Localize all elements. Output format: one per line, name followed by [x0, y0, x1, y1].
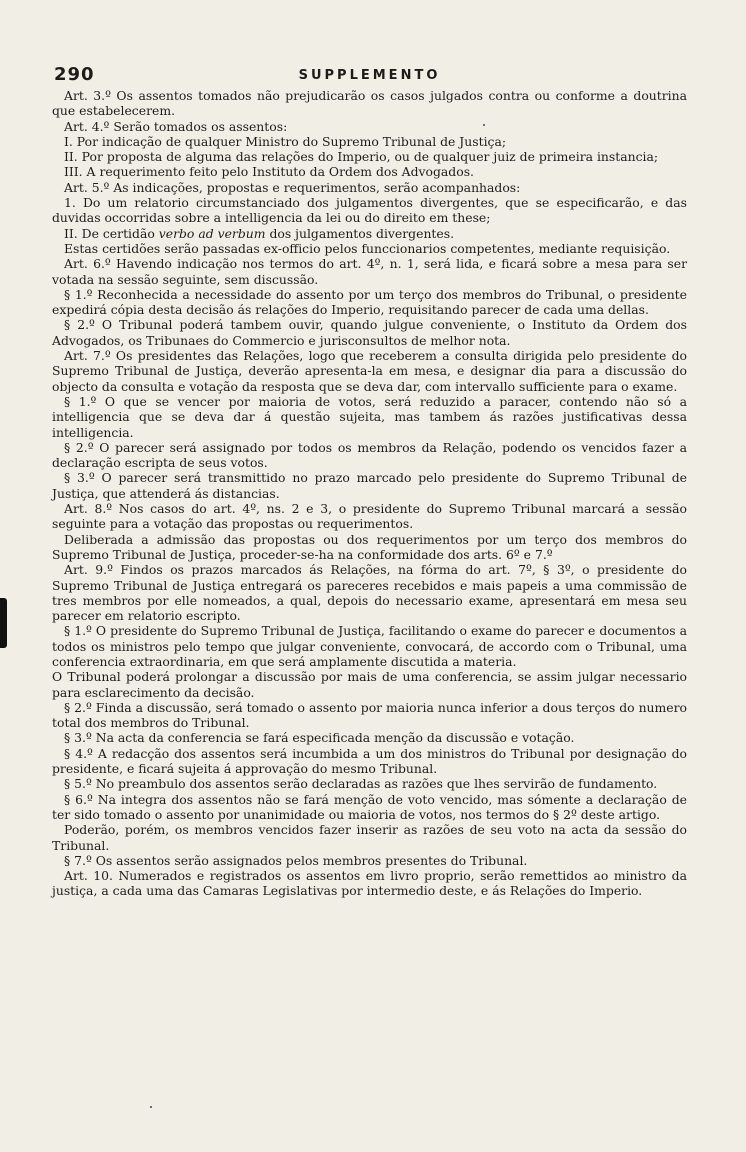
paragraph-art4-i: I. Por indicação de qualquer Ministro do Supremo Tribunal de Justiça;	[64, 133, 507, 149]
paragraph-art7-s2: § 2.º O parecer será assignado por todos os membros da Relação, podendo os vencidos fazer a declaração escripta de seus votos.	[52, 439, 687, 471]
paragraph-art4: Art. 4.º Serão tomados os assentos:	[64, 118, 288, 134]
running-title: SUPPLEMENTO	[298, 68, 441, 83]
page	[52, 64, 687, 899]
paragraph-art9-s7: § 7.º Os assentos serão assignados pelos membros presentes do Tribunal.	[64, 852, 528, 868]
latin-phrase: verbo ad verbum	[158, 225, 266, 241]
paragraph-art9-s4: § 4.º A redacção dos assentos será incumbida a um dos ministros do Tribunal por designação do presidente, e ficará sujeita á approvação do mesmo Tribunal.	[52, 745, 687, 777]
paragraph-art5-certidoes: Estas certidões serão passadas ex-officio pelos funccionarios competentes, mediante requisição.	[64, 240, 671, 256]
paragraph-art9-s1: § 1.º O presidente do Supremo Tribunal de Justiça, facilitando o exame do parecer e documentos a todos os ministros pelo tempo que julgar conveniente, convocará, de accordo com o Tribunal, uma conferencia extraordinaria, em que será amplamente discutida a materia.	[52, 623, 687, 669]
page-number: 290	[54, 64, 95, 85]
page-edge-mark	[0, 598, 7, 648]
paragraph-art9-prolongar: O Tribunal poderá prolongar a discussão por mais de uma conferencia, se assim julgar necessario para esclarecimento da decisão.	[52, 669, 687, 700]
paragraph-art9-s5: § 5.º No preambulo dos assentos serão declaradas as razões que lhes servirão de fundamento.	[64, 776, 658, 792]
paragraph-art9-s3: § 3.º Na acta da conferencia se fará especificada menção da discussão e votação.	[64, 730, 575, 746]
paragraph-art5-ii: II. De certidão verbo ad verbum dos julgamentos divergentes.	[64, 225, 455, 241]
paragraph-art10: Art. 10. Numerados e registrados os assentos em livro proprio, serão remettidos ao ministro da justiça, a cada uma das Camaras Legislativas por intermedio deste, e ás Relações do Imperio.	[52, 868, 687, 899]
page-header	[52, 64, 687, 86]
paragraph-art9-s2: § 2.º Finda a discussão, será tomado o assento por maioria nunca inferior a dous terços do numero total dos membros do Tribunal.	[52, 699, 687, 731]
paragraph-art7-s1: § 1.º O que se vencer por maioria de votos, será reduzido a paracer, contendo não só a intelligencia que se deva dar á questão sujeita, mas tambem ás razões justificativas dessa intelligencia.	[52, 393, 687, 440]
paragraph-art6-s2: § 2.º O Tribunal poderá tambem ouvir, quando julgue conveniente, o Instituto da Ordem dos Advogados, os Tribunaes do Commercio e jurisconsultos de melhor nota.	[52, 317, 687, 348]
paragraph-art5-1: 1. Do um relatorio circumstanciado dos julgamentos divergentes, que se especificarão, e das duvidas occorridas sobre a intelligencia da lei ou do direito em these;	[52, 195, 687, 226]
paragraph-art3: Art. 3.º Os assentos tomados não prejudicarão os casos julgados contra ou conforme a doutrina que estabelecerem.	[52, 88, 687, 119]
body-text	[52, 88, 687, 899]
paragraph-art8-deliberada: Deliberada a admissão das propostas ou dos requerimentos por um terço dos membros do Supremo Tribunal de Justiça, proceder-se-ha na conformidade dos arts. 6º e 7.º	[52, 531, 687, 562]
paragraph-art9: Art. 9.º Findos os prazos marcados ás Relações, na fórma do art. 7º, § 3º, o presidente do Supremo Tribunal de Justiça entregará os pareceres recebidos e mais papeis a uma commissão de tres membros por elle nomeados, a qual, depois do necessario exame, apresentará em mesa seu parecer em relatorio escripto.	[52, 562, 687, 624]
paragraph-art4-ii: II. Por proposta de alguma das relações do Imperio, ou de qualquer juiz de primeira instancia;	[64, 149, 659, 165]
paragraph-art5: Art. 5.º As indicações, propostas e requerimentos, serão acompanhados:	[64, 179, 521, 195]
paragraph-art7-s3: § 3.º O parecer será transmittido no prazo marcado pelo presidente do Supremo Tribunal de Justiça, que attenderá ás distancias.	[52, 470, 687, 501]
paragraph-art9-poderao: Poderão, porém, os membros vencidos fazer inserir as razões de seu voto na acta da sessão do Tribunal.	[52, 822, 687, 853]
speck	[150, 1106, 152, 1108]
paragraph-art8: Art. 8.º Nos casos do art. 4º, ns. 2 e 3, o presidente do Supremo Tribunal marcará a sessão seguinte para a votação das propostas ou requerimentos.	[52, 501, 687, 532]
paragraph-art9-s6: § 6.º Na integra dos assentos não se fará menção de voto vencido, mas sómente a declaração de ter sido tomado o assento por unanimidade ou maioria de votos, nos termos do § 2º deste artigo.	[52, 791, 687, 822]
paragraph-art6: Art. 6.º Havendo indicação nos termos do art. 4º, n. 1, será lida, e ficará sobre a mesa para ser votada na sessão seguinte, sem discussão.	[52, 256, 687, 287]
paragraph-art4-iii: III. A requerimento feito pelo Instituto da Ordem dos Advogados.	[64, 164, 474, 180]
paragraph-art6-s1: § 1.º Reconhecida a necessidade do assento por um terço dos membros do Tribunal, o presidente expedirá cópia desta decisão ás relações do Imperio, requisitando parecer de cada uma dellas.	[52, 286, 687, 318]
paragraph-art7: Art. 7.º Os presidentes das Relações, logo que receberem a consulta dirigida pelo presidente do Supremo Tribunal de Justiça, deverão apresenta-la em mesa, e designar dia para a discussão do objecto da consulta e votação da resposta que se deva dar, com intervallo sufficiente para o exame.	[52, 348, 687, 394]
